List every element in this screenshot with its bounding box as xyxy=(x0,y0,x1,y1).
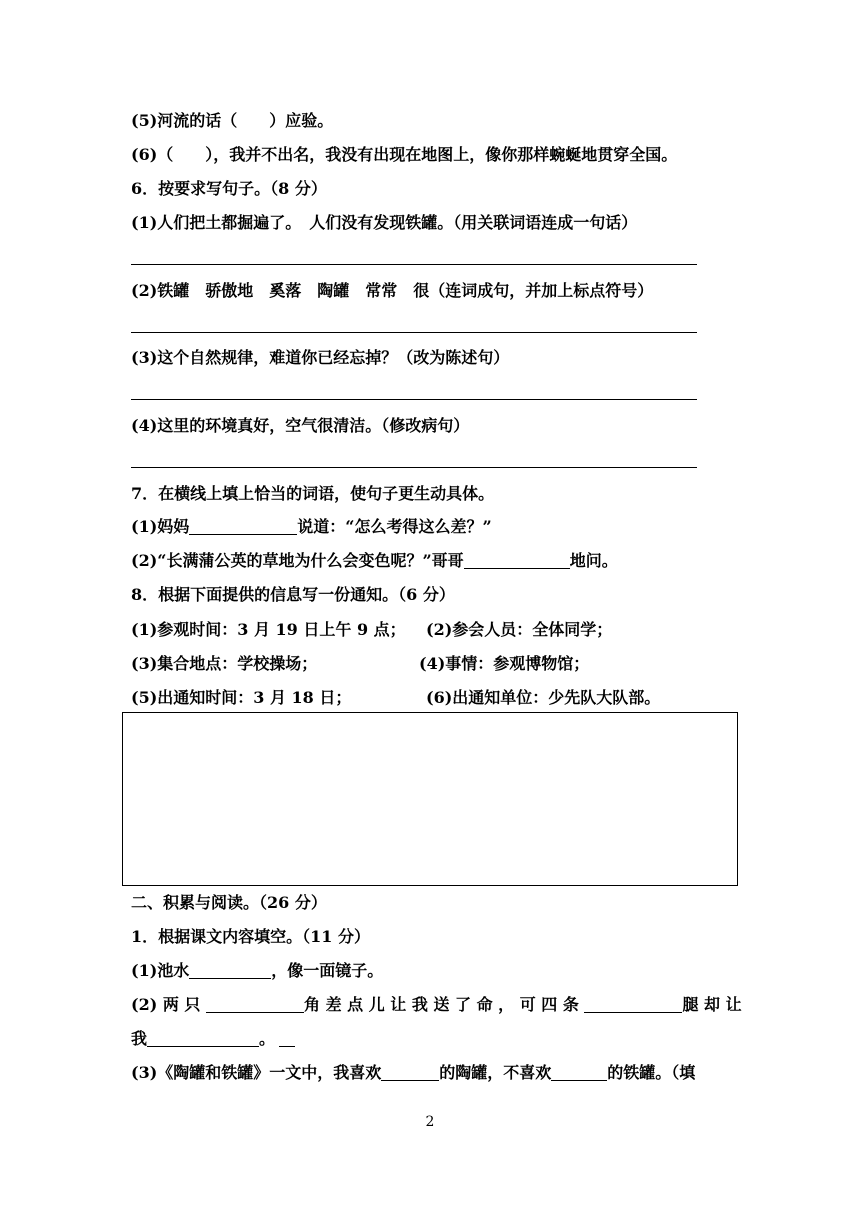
info-5: (5)出通知时间：3 月 18 日； xyxy=(131,688,352,707)
q6-line: (6)（ ），我并不出名，我没有出现在地图上，像你那样蜿蜒地贯穿全国。 xyxy=(131,145,678,164)
page-number: 2 xyxy=(425,1114,435,1130)
item1-suffix: ，像一面镜子。 xyxy=(271,961,384,980)
section8-heading: 8．根据下面提供的信息写一份通知。（6 分） xyxy=(131,585,455,604)
item2-cont-suffix: 。 xyxy=(259,1029,276,1048)
fill2-prefix: (2)“长满蒲公英的草地为什么会变色呢？”哥哥 xyxy=(131,551,464,570)
section7-heading: 7．在横线上填上恰当的词语，使句子更生动具体。 xyxy=(131,484,495,503)
item3-part2: 的陶罐，不喜欢 xyxy=(439,1063,552,1082)
answer-line-1[interactable] xyxy=(131,264,697,265)
info-2: (2)参会人员：全体同学； xyxy=(426,620,613,639)
sentence4-prompt: (4)这里的环境真好，空气很清洁。（修改病句） xyxy=(131,416,470,435)
q5-line: (5)河流的话（ ）应验。 xyxy=(131,111,334,130)
item3-blank-2[interactable] xyxy=(551,1064,607,1081)
fill-item-3 xyxy=(131,1063,695,1083)
item2-blank-2[interactable] xyxy=(584,996,682,1013)
notice-writing-box[interactable] xyxy=(122,712,738,886)
item2-part1: (2) 两 只 xyxy=(131,995,201,1014)
fill-item-1 xyxy=(131,961,383,981)
fill-sentence-1 xyxy=(131,517,492,537)
sentence2-prompt: (2)铁罐 骄傲地 奚落 陶罐 常常 很（连词成句，并加上标点符号） xyxy=(131,281,654,300)
item2-blank-3[interactable] xyxy=(147,1030,259,1047)
fill1-blank[interactable] xyxy=(189,518,297,535)
fill-item-2 xyxy=(131,995,742,1015)
item3-part3: 的铁罐。（填 xyxy=(607,1063,696,1082)
fill2-blank[interactable] xyxy=(464,552,570,569)
answer-line-3[interactable] xyxy=(131,399,697,400)
item2-part2: 角 差 点 儿 让 我 送 了 命 ， 可 四 条 xyxy=(304,995,579,1014)
sentence1-prompt: (1)人们把土都掘遍了。 人们没有发现铁罐。（用关联词语连成一句话） xyxy=(131,213,638,232)
item2-blank-4[interactable] xyxy=(279,1030,295,1047)
info-4: (4)事情：参观博物馆； xyxy=(419,654,590,673)
item3-blank-1[interactable] xyxy=(381,1064,439,1081)
fill1-prefix: (1)妈妈 xyxy=(131,517,190,536)
fill1-suffix: 说道：“怎么考得这么差？” xyxy=(297,517,492,536)
section6-heading: 6．按要求写句子。（8 分） xyxy=(131,179,327,198)
fill2-suffix: 地问。 xyxy=(569,551,618,570)
sentence3-prompt: (3)这个自然规律，难道你已经忘掉？（改为陈述句） xyxy=(131,348,510,367)
answer-line-4[interactable] xyxy=(131,467,697,468)
fill-heading: 1．根据课文内容填空。（11 分） xyxy=(131,927,370,946)
info-1: (1)参观时间：3 月 19 日上午 9 点； xyxy=(131,620,406,639)
item1-blank[interactable] xyxy=(189,962,271,979)
fill-item-2-cont xyxy=(131,1029,295,1049)
info-3: (3)集合地点：学校操场； xyxy=(131,654,318,673)
item2-part3: 腿 却 让 xyxy=(682,995,742,1014)
answer-line-2[interactable] xyxy=(131,332,697,333)
item3-part1: (3)《陶罐和铁罐》一文中，我喜欢 xyxy=(131,1063,382,1082)
info-6: (6)出通知单位：少先队大队部。 xyxy=(426,688,661,707)
section-two-heading: 二、积累与阅读。（26 分） xyxy=(131,893,327,912)
item1-prefix: (1)池水 xyxy=(131,961,190,980)
item2-blank-1[interactable] xyxy=(206,996,304,1013)
item2-cont-prefix: 我 xyxy=(131,1029,148,1048)
fill-sentence-2 xyxy=(131,551,618,571)
